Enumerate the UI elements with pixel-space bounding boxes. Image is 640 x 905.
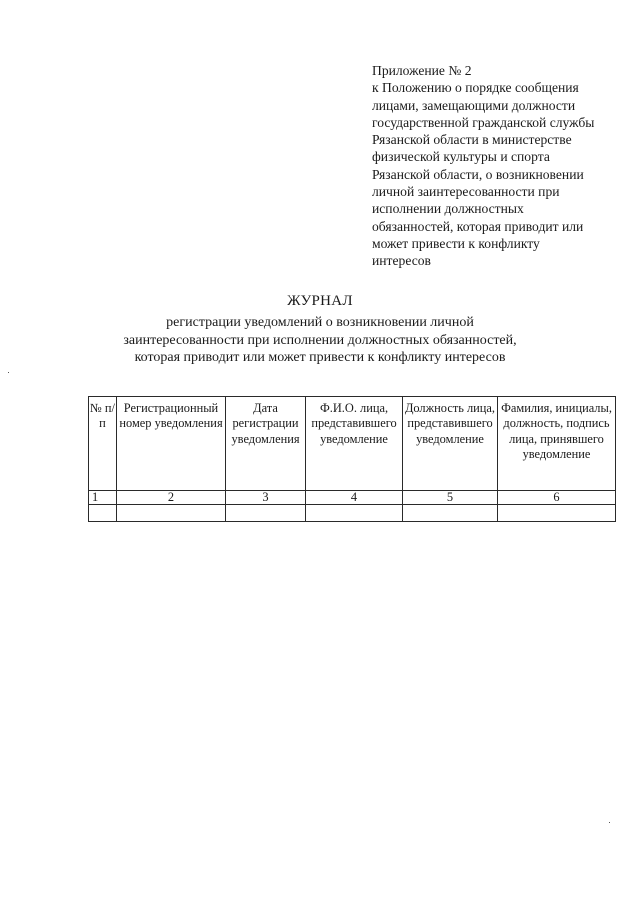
column-header-submitter-position: Должность лица, представившего уведомление [403, 397, 498, 491]
appendix-line: лицами, замещающими должности [372, 97, 576, 113]
appendix-line: исполнении должностных [372, 201, 524, 217]
column-header-number: № п/п [89, 397, 117, 491]
column-header-receiver: Фамилия, инициалы, должность, подпись лица, принявшего уведомление [498, 397, 616, 491]
appendix-line: Приложение № 2 [372, 63, 472, 78]
table-row [89, 491, 616, 505]
appendix-line: может привести к конфликту [372, 235, 540, 251]
journal-title: ЖУРНАЛ [287, 293, 353, 309]
table-row [89, 505, 616, 522]
column-header-submitter-name: Ф.И.О. лица, представившего уведомление [306, 397, 403, 491]
table-header-row [89, 397, 616, 491]
column-number-cell: 4 [306, 491, 403, 505]
journal-subtitle [0, 314, 640, 367]
appendix-line: к Положению о порядке сообщения [372, 80, 579, 96]
column-number-cell: 1 [89, 491, 117, 505]
appendix-line: интересов [372, 253, 431, 269]
table-cell [498, 505, 616, 522]
table-cell [306, 505, 403, 522]
register-table [88, 396, 616, 522]
appendix-line: Рязанской области, о возникновении [372, 166, 584, 182]
journal-subtitle-line: которая приводит или может привести к конфликту интересов [134, 350, 506, 365]
table-cell [226, 505, 306, 522]
column-header-registration-number: Регистрационный номер уведомления [117, 397, 226, 491]
appendix-line: личной заинтересованности при [372, 184, 560, 200]
appendix-line: обязанностей, которая приводит или [372, 218, 584, 234]
column-number-cell: 5 [403, 491, 498, 505]
column-number-cell: 3 [226, 491, 306, 505]
journal-subtitle-line: заинтересованности при исполнении должностных обязанностей, [123, 332, 517, 348]
table-cell [117, 505, 226, 522]
column-header-registration-date: Дата регистрации уведомления [226, 397, 306, 491]
appendix-line: физической культуры и спорта [372, 149, 550, 165]
table-cell [89, 505, 117, 522]
appendix-block [372, 62, 634, 270]
column-number-cell: 6 [498, 491, 616, 505]
column-number-cell: 2 [117, 491, 226, 505]
appendix-line: государственной гражданской службы [372, 114, 595, 130]
appendix-line: Рязанской области в министерстве [372, 132, 572, 148]
scan-speck [8, 372, 9, 373]
table-cell [403, 505, 498, 522]
journal-subtitle-line: регистрации уведомлений о возникновении личной [166, 315, 474, 330]
scan-speck [609, 822, 610, 823]
